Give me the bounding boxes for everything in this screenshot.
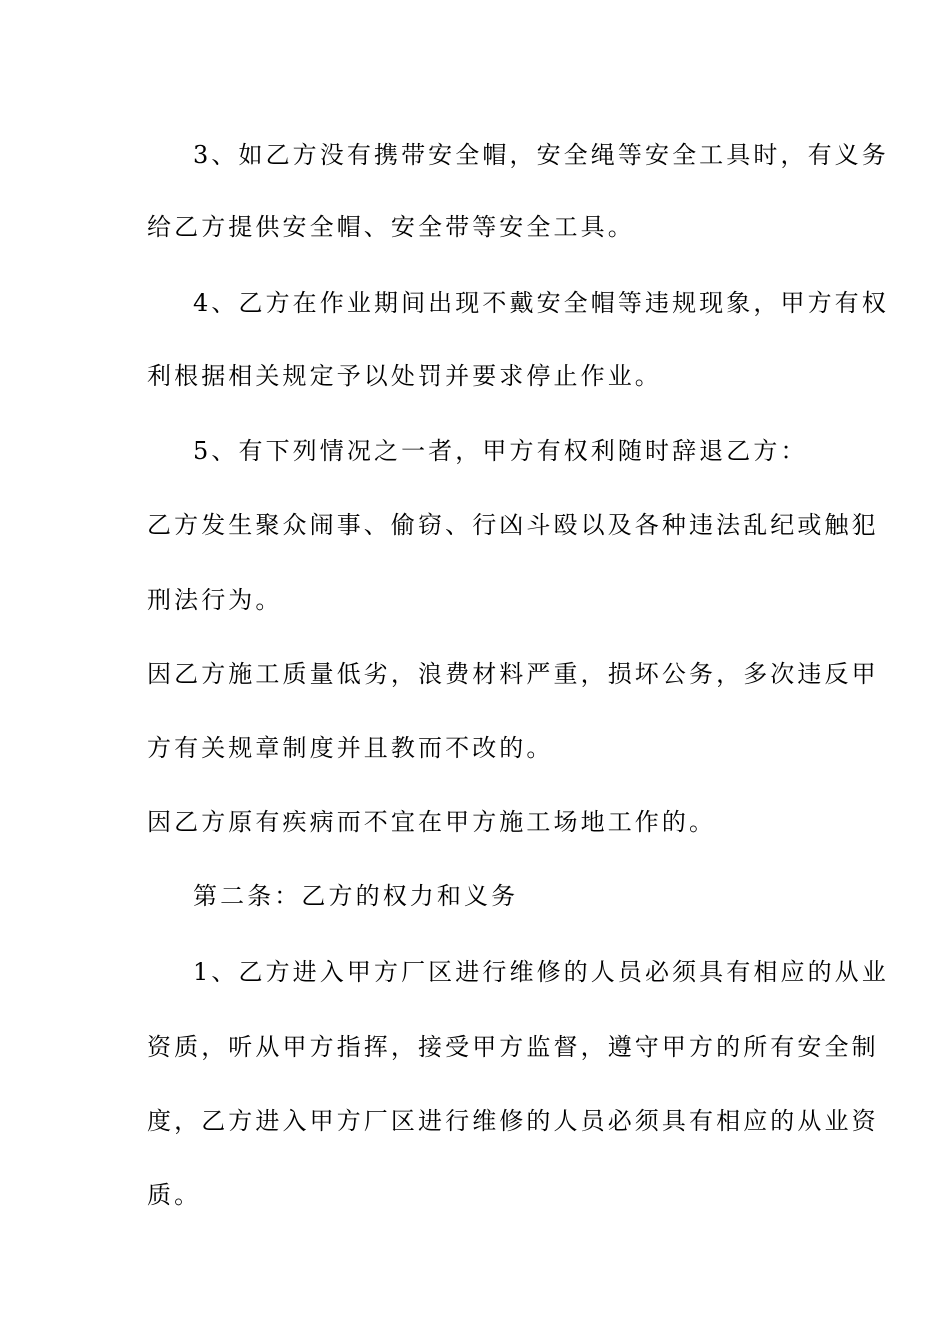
- paragraph-line: 因乙方原有疾病而不宜在甲方施工场地工作的。: [147, 808, 717, 836]
- paragraph-line: 3、如乙方没有携带安全帽，安全绳等安全工具时，有义务: [193, 141, 889, 169]
- paragraph-line: 因乙方施工质量低劣，浪费材料严重，损坏公务，多次违反甲: [147, 660, 879, 688]
- paragraph-line: 刑法行为。: [147, 586, 283, 614]
- paragraph-line: 乙方发生聚众闹事、偷窃、行凶斗殴以及各种违法乱纪或触犯: [147, 511, 879, 539]
- section-heading: 第二条：乙方的权力和义务: [193, 882, 519, 910]
- paragraph-line: 方有关规章制度并且教而不改的。: [147, 734, 554, 762]
- paragraph-line: 给乙方提供安全帽、安全带等安全工具。: [147, 213, 635, 241]
- paragraph-line: 质。: [147, 1181, 202, 1209]
- paragraph-line: 资质，听从甲方指挥，接受甲方监督，遵守甲方的所有安全制: [147, 1033, 879, 1061]
- paragraph-line: 1、乙方进入甲方厂区进行维修的人员必须具有相应的从业: [193, 958, 889, 986]
- paragraph-line: 度，乙方进入甲方厂区进行维修的人员必须具有相应的从业资: [147, 1107, 879, 1135]
- paragraph-line: 4、乙方在作业期间出现不戴安全帽等违规现象，甲方有权: [193, 289, 889, 317]
- paragraph-line: 利根据相关规定予以处罚并要求停止作业。: [147, 362, 662, 390]
- paragraph-line: 5、有下列情况之一者，甲方有权利随时辞退乙方：: [193, 437, 808, 465]
